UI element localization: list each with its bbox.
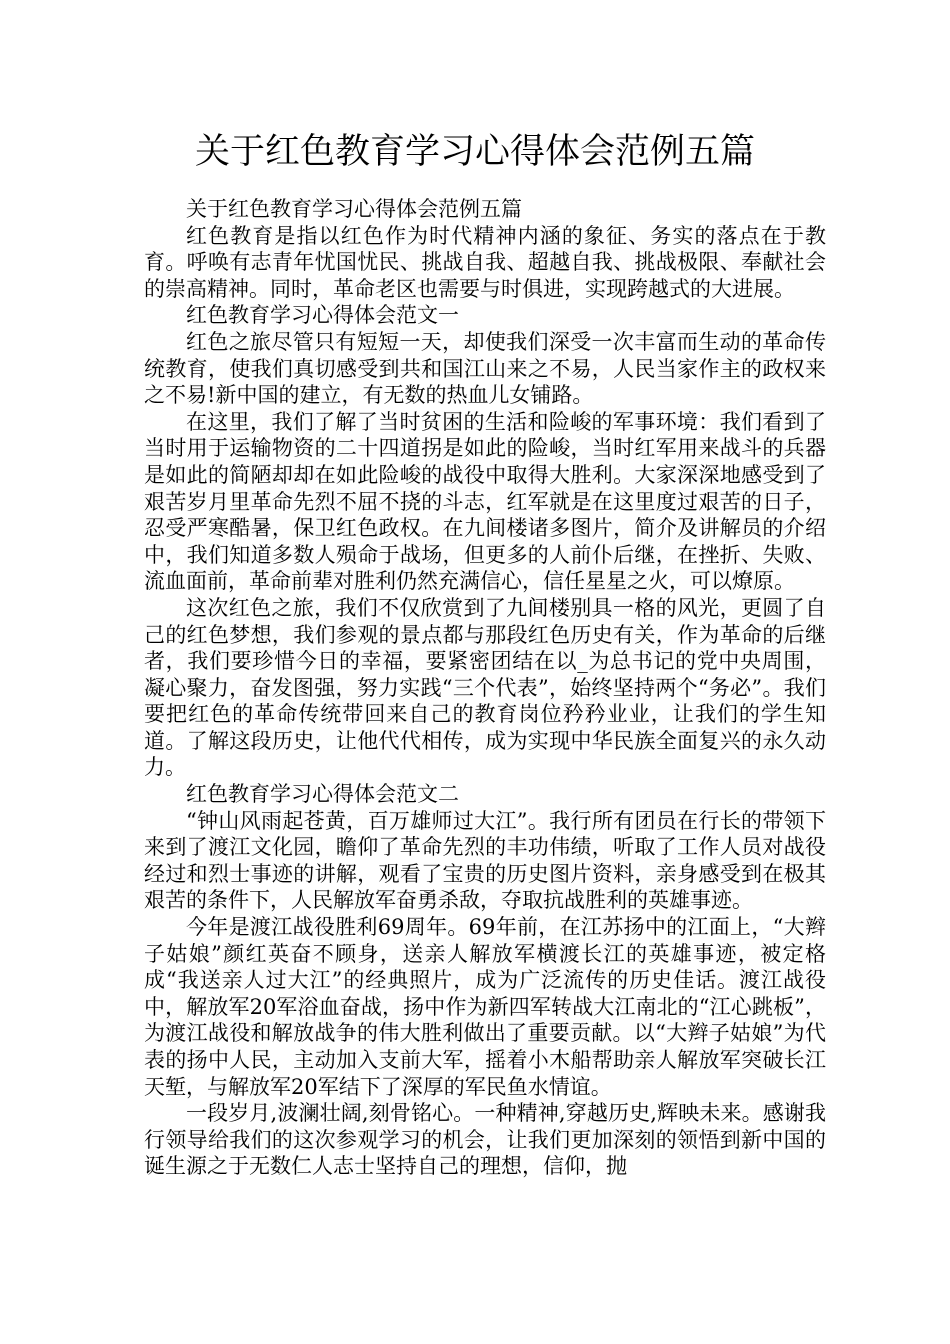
- document-body: [144, 196, 826, 1180]
- paragraph: 一段岁月,波澜壮阔,刻骨铭心。一种精神,穿越历史,辉映未来。感谢我行领导给我们的这次参观学习的机会，让我们更加深刻的领悟到新中国的诞生源之于无数仁人志士坚持自己的理想，信仰，抛: [144, 1101, 826, 1179]
- section-heading-two: 红色教育学习心得体会范文二: [186, 782, 459, 807]
- paragraph: 红色之旅尽管只有短短一天，却使我们深受一次丰富而生动的革命传统教育，使我们真切感受到共和国江山来之不易，人民当家作主的政权来之不易!新中国的建立，有无数的热血儿女铺路。: [144, 329, 826, 408]
- paragraph: 今年是渡江战役胜利69周年。69年前，在江苏扬中的江面上，“大辫子姑娘”颜红英奋不顾身，送亲人解放军横渡长江的英雄事迹，被定格成“我送亲人过大江”的经典照片，成为广泛流传的历史佳话。渡江战役中，解放军20军浴血奋战，扬中作为新四军转战大江南北的“江心跳板”，为渡江战役和解放战争的伟大胜利做出了重要贡献。以“大辫子姑娘”为代表的扬中人民，主动加入支前大军，摇着小木船帮助亲人解放军突破长江天堑，与解放军20军结下了深厚的军民鱼水情谊。: [144, 915, 826, 1099]
- document-title: 关于红色教育学习心得体会范例五篇: [194, 132, 755, 172]
- paragraph-intro-heading: 关于红色教育学习心得体会范例五篇: [186, 197, 522, 221]
- paragraph: 在这里，我们了解了当时贫困的生活和险峻的军事环境：我们看到了当时用于运输物资的二十四道拐是如此的险峻，当时红军用来战斗的兵器是如此的简陋却却在如此险峻的战役中取得大胜利。大家深深地感受到了艰苦岁月里革命先烈不屈不挠的斗志，红军就是在这里度过艰苦的日子，忍受严寒酷暑，保卫红色政权。在九间楼诸多图片，简介及讲解员的介绍中，我们知道多数人殒命于战场，但更多的人前仆后继，在挫折、失败、流血面前，革命前辈对胜利仍然充满信心，信任星星之火，可以燎原。: [144, 409, 826, 594]
- paragraph: 这次红色之旅，我们不仅欣赏到了九间楼别具一格的风光，更圆了自己的红色梦想，我们参观的景点都与那段红色历史有关，作为革命的后继者，我们要珍惜今日的幸福，要紧密团结在以_为总书记的党中央周围，凝心聚力，奋发图强，努力实践“三个代表”，始终坚持两个“务必”。我们要把红色的革命传统带回来自己的教育岗位矜矜业业，让我们的学生知道。了解这段历史，让他代代相传，成为实现中华民族全面复兴的永久动力。: [144, 595, 826, 780]
- paragraph: “钟山风雨起苍黄，百万雄师过大江”。我行所有团员在行长的带领下来到了渡江文化园，瞻仰了革命先烈的丰功伟绩，听取了工作人员对战役经过和烈士事迹的讲解，观看了宝贵的历史图片资料，亲身感受到在极其艰苦的条件下，人民解放军奋勇杀敌，夺取抗战胜利的英雄事迹。: [144, 808, 826, 913]
- paragraph-intro: 红色教育是指以红色作为时代精神内涵的象征、务实的落点在于教育。呼唤有志青年忧国忧民、挑战自我、超越自我、挑战极限、奉献社会的崇高精神。同时，革命老区也需要与时俱进，实现跨越式的大进展。: [144, 223, 826, 301]
- section-heading-one: 红色教育学习心得体会范文一: [186, 303, 459, 328]
